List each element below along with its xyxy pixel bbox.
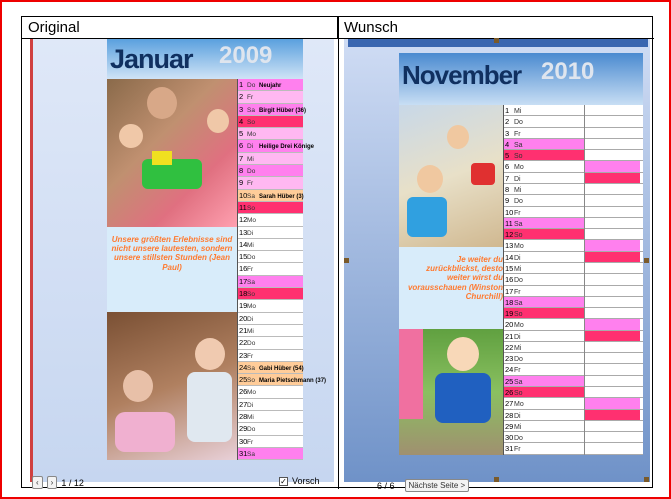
weekday: Fr (247, 352, 254, 360)
weekday: Fr (514, 209, 521, 217)
day-row (238, 423, 303, 435)
weekday: Mo (514, 164, 524, 172)
weekday: So (514, 390, 523, 398)
day-number: 9 (505, 196, 510, 206)
prev-page-button[interactable]: ‹ (32, 476, 43, 489)
day-row (238, 239, 303, 251)
day-number: 4 (505, 139, 510, 149)
day-row (238, 350, 303, 362)
day-number: 12 (505, 230, 514, 240)
day-number: 28 (505, 410, 514, 420)
page-indicator: 1 / 12 (61, 477, 84, 488)
page-indicator-right: 6 / 6 (377, 480, 395, 491)
weekday: Do (247, 254, 256, 262)
quote-text-right: Je weiter du zurückblickst, desto weiter wirst du vorausschauen (Winston Churchill) (399, 247, 503, 329)
preview-label: Vorsch (292, 476, 320, 486)
day-number: 13 (505, 241, 514, 251)
weekday: Do (514, 435, 523, 443)
weekday: Sa (247, 364, 255, 372)
original-viewer (30, 39, 334, 488)
weekday: Sa (247, 450, 255, 458)
day-number: 11 (239, 202, 247, 212)
day-number: 28 (239, 412, 248, 422)
day-number: 25 (239, 375, 248, 385)
day-row (238, 177, 303, 189)
month-title-right: November (402, 60, 522, 90)
weekday: Di (514, 412, 521, 420)
family-photo-top (107, 79, 237, 227)
wish-viewer (344, 39, 650, 491)
day-number: 14 (505, 252, 514, 262)
day-number: 16 (505, 275, 514, 285)
nav-bar-wish (377, 479, 469, 492)
day-row (238, 325, 303, 337)
day-number: 21 (239, 325, 248, 335)
day-row (238, 214, 303, 226)
month-title: Januar (110, 44, 193, 74)
weekday: Mi (514, 186, 522, 194)
weekday: So (247, 377, 255, 385)
day-number: 8 (239, 166, 244, 176)
day-row (238, 276, 303, 288)
weekday: So (247, 118, 255, 126)
resize-handle-left[interactable] (344, 258, 349, 263)
day-list-original (237, 79, 327, 460)
weekday: Fr (247, 266, 254, 274)
day-row (238, 190, 303, 202)
day-row (238, 91, 303, 103)
weekday: Mo (247, 389, 257, 397)
day-number: 23 (505, 354, 514, 364)
day-number: 20 (505, 320, 514, 330)
weekday: Mo (514, 322, 524, 330)
weekday: So (247, 204, 255, 212)
nav-bar-original (32, 476, 84, 489)
weekday: Di (247, 143, 254, 151)
calendar-page-wish (399, 53, 643, 455)
year-title: 2009 (219, 42, 273, 69)
weekday: Fr (514, 367, 521, 375)
resize-handle-corner[interactable] (644, 477, 649, 482)
weekday: Mi (514, 108, 522, 115)
weekday: Mi (247, 414, 254, 422)
weekday: Mo (514, 243, 524, 251)
weekday: Mo (514, 401, 524, 409)
weekday: Do (247, 426, 256, 434)
weekday: Mo (247, 131, 257, 139)
day-number: 7 (239, 153, 244, 163)
day-row (238, 337, 303, 349)
day-row (238, 251, 303, 263)
weekday: Fr (514, 446, 521, 454)
day-number: 24 (505, 365, 514, 375)
day-number: 12 (239, 215, 248, 225)
day-number: 22 (505, 342, 514, 352)
weekday: Di (247, 229, 254, 237)
second-column-divider (584, 105, 640, 455)
day-number: 17 (505, 286, 514, 296)
day-number: 11 (505, 218, 513, 228)
weekday: Di (514, 333, 521, 341)
header-wish: Wunsch (338, 17, 654, 39)
day-number: 20 (239, 313, 248, 323)
day-number: 2 (505, 117, 510, 127)
weekday: Mi (514, 344, 522, 352)
day-number: 4 (239, 116, 244, 126)
day-number: 26 (239, 387, 248, 397)
event-label: Gabi Hüber (54) (259, 365, 304, 372)
weekday: Do (247, 168, 256, 176)
day-number: 22 (239, 338, 248, 348)
day-row (238, 165, 303, 177)
day-row (238, 263, 303, 275)
weekday: Do (247, 340, 256, 348)
day-number: 18 (239, 289, 248, 299)
weekday: Do (514, 119, 523, 127)
day-row (238, 386, 303, 398)
next-page-button[interactable]: › (47, 476, 58, 489)
weekday: Mi (247, 155, 254, 163)
day-number: 26 (505, 388, 514, 398)
day-number: 31 (239, 448, 248, 458)
weekday: Di (514, 254, 521, 262)
weekday: Di (247, 401, 254, 409)
year-title-right: 2010 (541, 58, 595, 85)
day-number: 15 (239, 252, 248, 262)
comparison-table (21, 16, 653, 491)
day-number: 19 (505, 309, 514, 319)
quote-text: Unsere größten Erlebnisse sind nicht unsere lautesten, sondern unsere stillsten Stunden (Jean Paul) (107, 227, 237, 312)
day-number: 23 (239, 350, 248, 360)
day-number: 6 (239, 141, 244, 151)
day-row (238, 104, 307, 116)
day-row (238, 128, 303, 140)
weekday: Mi (514, 265, 522, 273)
weekday: Mi (247, 327, 254, 335)
weekday: Fr (247, 438, 254, 446)
day-row (238, 374, 327, 386)
weekday: Fr (247, 94, 254, 102)
weekday: Do (514, 277, 523, 285)
day-row (238, 411, 303, 423)
day-number: 30 (239, 436, 248, 446)
weekday: Sa (514, 220, 523, 228)
day-number: 1 (505, 106, 510, 115)
preview-option (279, 476, 320, 486)
day-row (238, 448, 303, 460)
day-row (238, 202, 303, 214)
weekday: Sa (247, 106, 255, 114)
weekday: Mo (247, 303, 257, 311)
event-label: Sarah Hüber (3) (259, 193, 304, 200)
weekday: Sa (514, 299, 523, 307)
day-row (238, 300, 303, 312)
day-number: 17 (239, 276, 248, 286)
children-photo-bottom (107, 312, 237, 460)
resize-handle-bottom[interactable] (494, 477, 499, 482)
day-number: 5 (239, 129, 244, 139)
day-number: 6 (505, 162, 510, 172)
weekday: Do (247, 82, 256, 89)
day-row (238, 313, 303, 325)
weekday: Do (514, 356, 523, 364)
weekday: Fr (514, 130, 521, 138)
day-number: 31 (505, 444, 514, 454)
day-number: 9 (239, 178, 244, 188)
weekday: Fr (247, 180, 254, 188)
day-row (238, 153, 303, 165)
day-number: 16 (239, 264, 248, 274)
weekday: So (247, 291, 255, 299)
beach-photo (399, 105, 503, 247)
next-page-button-right[interactable]: Nächste Seite > (405, 479, 470, 492)
day-row (238, 227, 303, 239)
calendar-page-original (107, 39, 327, 460)
event-label: Maria Pietschmann (37) (259, 378, 327, 385)
weekday: Di (514, 175, 521, 183)
weekday: Sa (247, 192, 255, 200)
child-photo (399, 329, 503, 455)
day-row (238, 116, 303, 128)
day-row (238, 288, 303, 300)
day-row (238, 436, 303, 448)
event-label: Heilige Drei Könige (259, 144, 315, 151)
day-number: 30 (505, 433, 514, 443)
resize-handle-right[interactable] (644, 258, 649, 263)
day-number: 10 (505, 207, 514, 217)
header-original: Original (22, 17, 338, 39)
day-row (238, 140, 315, 152)
day-number: 7 (505, 173, 510, 183)
weekday: Mo (247, 217, 257, 225)
weekday: So (514, 232, 523, 240)
event-label: Neujahr (259, 83, 282, 89)
day-number: 5 (505, 151, 510, 161)
day-row (238, 362, 303, 374)
weekday: Di (247, 315, 254, 323)
weekday: Fr (514, 288, 521, 296)
day-number: 8 (505, 184, 510, 194)
weekday: Mi (514, 423, 522, 431)
event-label: Birgit Hüber (36) (259, 107, 307, 114)
day-number: 29 (505, 421, 514, 431)
day-number: 15 (505, 263, 514, 273)
weekday: So (514, 153, 523, 161)
weekday: Sa (514, 141, 523, 149)
day-number: 2 (239, 92, 244, 102)
day-number: 18 (505, 297, 514, 307)
weekday: So (514, 311, 523, 319)
day-number: 27 (505, 399, 514, 409)
day-number: 3 (505, 128, 510, 138)
day-list-wish (503, 105, 643, 455)
weekday: Sa (247, 278, 255, 286)
weekday: Sa (514, 378, 523, 386)
day-number: 29 (239, 424, 248, 434)
day-number: 19 (239, 301, 248, 311)
preview-checkbox[interactable]: ✓ (280, 476, 287, 486)
day-number: 13 (239, 227, 248, 237)
column-divider (338, 17, 339, 489)
day-number: 14 (239, 239, 248, 249)
day-number: 27 (239, 399, 248, 409)
day-number: 1 (239, 80, 244, 89)
day-number: 21 (505, 331, 514, 341)
weekday: Mi (247, 241, 254, 249)
day-row (238, 79, 303, 91)
resize-handle-top[interactable] (494, 38, 499, 43)
day-number: 10 (239, 190, 248, 200)
day-row (238, 399, 303, 411)
day-number: 24 (239, 362, 248, 372)
weekday: Do (514, 198, 523, 206)
day-number: 25 (505, 376, 514, 386)
day-number: 3 (239, 104, 244, 114)
